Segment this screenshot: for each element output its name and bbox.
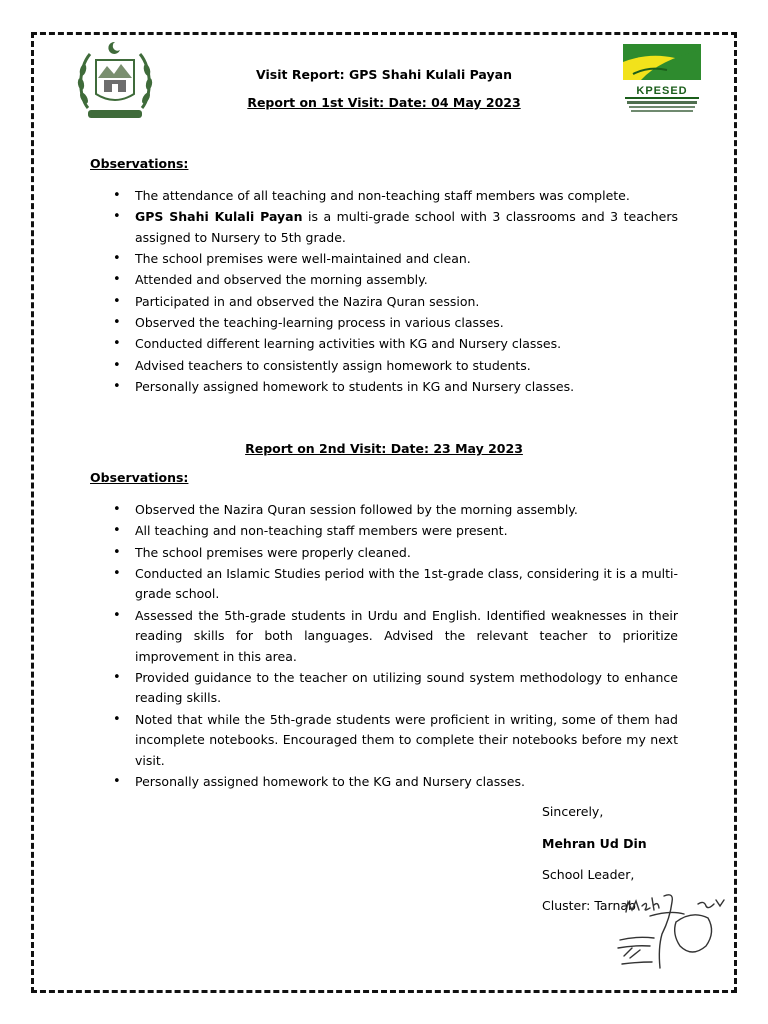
item-text: Participated in and observed the Nazira Quran session. bbox=[135, 293, 480, 309]
item-text: is a multi-grade school with 3 classrooms and 3 teachers assigned to Nursery to 5th grade. bbox=[135, 209, 678, 245]
item-text: The attendance of all teaching and non-teaching staff members was complete. bbox=[135, 188, 630, 203]
list-item: • Provided guidance to the teacher on utilizing sound system methodology to enhance reading skills. bbox=[90, 668, 678, 709]
signatory-role: School Leader, bbox=[542, 867, 635, 882]
list-item bbox=[90, 377, 678, 398]
svg-text:KPESED: KPESED bbox=[636, 85, 688, 97]
item-text: Conducted different learning activities with KG and Nursery classes. bbox=[135, 336, 562, 352]
visit1-heading: Report on 1st Visit: Date: 04 May 2023 bbox=[247, 95, 521, 110]
list-item: • Noted that while the 5th-grade students were proficient in writing, some of them had incomplete notebooks. Encouraged them to complete their notebooks before my next visit. bbox=[90, 710, 678, 772]
visit1-observations-list bbox=[90, 186, 678, 398]
list-item bbox=[90, 292, 678, 313]
list-item: • Observed the Nazira Quran session followed by the morning assembly. bbox=[90, 500, 678, 521]
list-item: • Personally assigned homework to the KG and Nursery classes. bbox=[90, 772, 678, 793]
list-item: • Assessed the 5th-grade students in Urdu and English. Identified weaknesses in their reading skills for both languages. Advised the relevant teacher to prioritize improvement in this area. bbox=[90, 606, 678, 668]
visit2-heading: Report on 2nd Visit: Date: 23 May 2023 bbox=[245, 441, 523, 456]
list-item: • The school premises were properly cleaned. bbox=[90, 543, 678, 564]
visit1-observations-label: Observations: bbox=[90, 156, 189, 171]
report-title: Visit Report: GPS Shahi Kulali Payan bbox=[256, 67, 512, 82]
closing-salutation: Sincerely, bbox=[542, 804, 604, 819]
signatory-cluster: Cluster: Tarnab bbox=[542, 898, 636, 913]
signatory-name: Mehran Ud Din bbox=[542, 836, 647, 851]
list-item bbox=[90, 356, 678, 377]
list-item bbox=[90, 270, 678, 291]
list-item bbox=[90, 334, 678, 355]
visit2-observations-list bbox=[90, 500, 678, 793]
item-text: Observed the teaching-learning process in various classes. bbox=[135, 314, 504, 330]
item-text: Personally assigned homework to students in KG and Nursery classes. bbox=[135, 378, 575, 394]
list-item bbox=[90, 186, 678, 207]
list-item bbox=[90, 249, 678, 270]
item-bold: GPS Shahi Kulali Payan bbox=[135, 209, 303, 225]
list-item bbox=[90, 207, 678, 248]
list-item: • All teaching and non-teaching staff members were present. bbox=[90, 521, 678, 542]
handwritten-signature-icon bbox=[612, 888, 730, 984]
visit2-observations-label: Observations: bbox=[90, 470, 189, 485]
item-text: The school premises were well-maintained and clean. bbox=[135, 251, 471, 267]
item-text: Attended and observed the morning assembly. bbox=[135, 272, 428, 288]
list-item bbox=[90, 313, 678, 334]
item-text: Advised teachers to consistently assign homework to students. bbox=[135, 357, 531, 373]
list-item: • Conducted an Islamic Studies period with the 1st-grade class, considering it is a multi-grade school. bbox=[90, 564, 678, 605]
